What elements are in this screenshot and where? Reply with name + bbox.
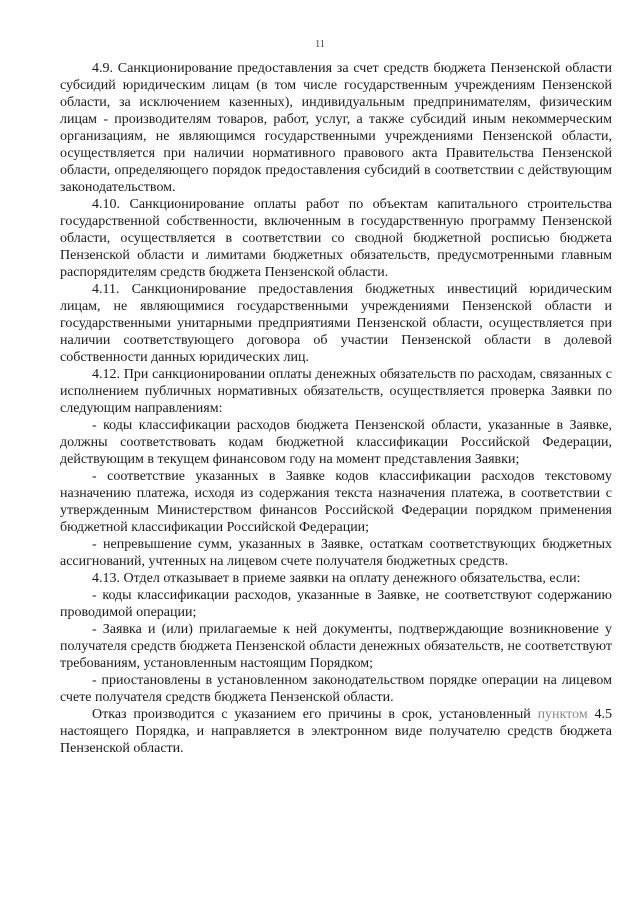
- refusal-text-start: Отказ производится с указанием его причины в срок, установленный: [92, 707, 538, 722]
- paragraph-4-9: 4.9. Санкционирование предоставления за счет средств бюджета Пензенской области субсидий юридическим лицам (в том числе государственным учреждениям Пензенской области, за исключением казенных), индивидуальным предпринимателям, физическим лицам - производителям товаров, работ, услуг, а также субсидий иным некоммерческим организациям, не являющимся государственными учреждениями Пензенской области, осуществляется при наличии нормативного правового акта Правительства Пензенской области, определяющего порядок предоставления субсидий в соответствии с действующим законодательством.: [60, 61, 612, 195]
- paragraph-4-10: 4.10. Санкционирование оплаты работ по объектам капитального строительства государственной собственности, включенным в государственную программу Пензенской области, осуществляется в соответствии со сводной бюджетной росписью бюджета Пензенской области и лимитами бюджетных обязательств, предусмотренными главным распорядителям средств бюджета Пензенской области.: [60, 197, 612, 280]
- refusal-text-faint: пунктом: [537, 707, 588, 722]
- paragraph-refusal: [60, 706, 612, 757]
- list-item-documents-mismatch: - Заявка и (или) прилагаемые к ней документы, подтверждающие возникновение у получателя средств бюджета Пензенской области денежных обязательств, не соответствуют требованиям, установленным настоящим Порядком;: [60, 622, 612, 671]
- list-item-non-excess: - непревышение сумм, указанных в Заявке, остаткам соответствующих бюджетных ассигнований, учтенных на лицевом счете получателя бюджетных средств.: [60, 537, 612, 569]
- document-body: [60, 60, 612, 757]
- list-item-correspondence: - соответствие указанных в Заявке кодов классификации расходов текстовому назначению платежа, исходя из содержания текста назначения платежа, в соответствии с утвержденным Министерством финансов Российской Федерации порядком применения бюджетной классификации Российской Федерации;: [60, 469, 612, 535]
- list-item-codes: - коды классификации расходов бюджета Пензенской области, указанные в Заявке, должны соответствовать кодам бюджетной классификации Российской Федерации, действующим в текущем финансовом году на момент представления Заявки;: [60, 418, 612, 467]
- paragraph-4-12: 4.12. При санкционировании оплаты денежных обязательств по расходам, связанных с исполнением публичных нормативных обязательств, осуществляется проверка Заявки по следующим направлениям:: [60, 367, 612, 416]
- page-number: 11: [314, 39, 326, 50]
- refusal-text-end: 4.5 настоящего Порядка, и направляется в электронном виде получателю средств бюджета Пензенской области.: [60, 707, 612, 756]
- paragraph-4-11: 4.11. Санкционирование предоставления бюджетных инвестиций юридическим лицам, не являющимися государственными учреждениями Пензенской области и государственными унитарными предприятиями Пензенской области, осуществляется при наличии соответствующего договора об участии Пензенской области в долевой собственности данных юридических лиц.: [60, 282, 612, 365]
- list-item-operations-suspended: - приостановлены в установленном законодательством порядке операции на лицевом счете получателя средств бюджета Пензенской области.: [60, 673, 612, 705]
- list-item-codes-mismatch: - коды классификации расходов, указанные в Заявке, не соответствуют содержанию проводимой операции;: [60, 588, 612, 620]
- paragraph-4-13: 4.13. Отдел отказывает в приеме заявки на оплату денежного обязательства, если:: [92, 571, 581, 586]
